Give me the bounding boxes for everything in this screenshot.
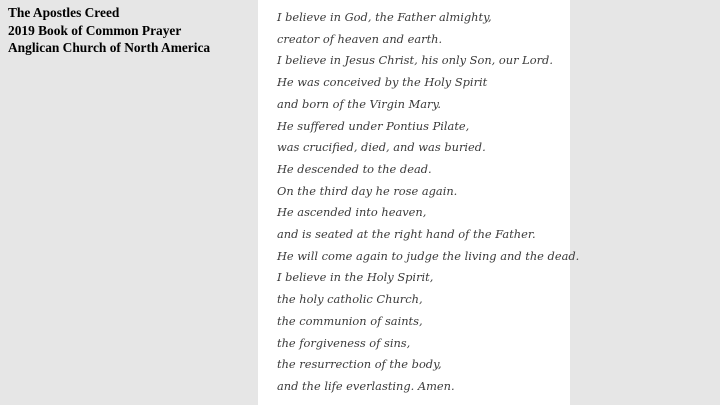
title-line-creed: The Apostles Creed: [8, 5, 120, 20]
creed-line: and the life everlasting. Amen.: [277, 378, 455, 393]
creed-line: I believe in the Holy Spirit,: [277, 270, 434, 285]
creed-line: I believe in God, the Father almighty,: [277, 10, 492, 24]
creed-line: He was conceived by the Holy Spirit: [277, 75, 488, 90]
creed-line: He descended to the dead.: [277, 161, 432, 176]
title-line-church: Anglican Church of North America: [8, 40, 211, 55]
creed-line: On the third day he rose again.: [277, 183, 458, 198]
creed-line: the resurrection of the body,: [277, 357, 442, 372]
creed-line: and born of the Virgin Mary.: [277, 96, 442, 111]
creed-text: [277, 7, 580, 398]
creed-line: He will come again to judge the living and the dead.: [277, 248, 580, 263]
creed-line: He suffered under Pontius Pilate,: [277, 118, 470, 133]
creed-line: I believe in Jesus Christ, his only Son, our Lord.: [277, 53, 553, 68]
creed-line: the communion of saints,: [277, 313, 423, 328]
creed-line: creator of heaven and earth.: [277, 31, 443, 46]
title-line-book: 2019 Book of Common Prayer: [8, 22, 182, 38]
creed-line: and is seated at the right hand of the Father.: [277, 227, 536, 242]
creed-line: the forgiveness of sins,: [277, 335, 411, 350]
creed-line: was crucified, died, and was buried.: [277, 140, 486, 155]
creed-line: He ascended into heaven,: [277, 205, 427, 220]
slide-title: [8, 4, 253, 57]
creed-line: the holy catholic Church,: [277, 292, 423, 307]
